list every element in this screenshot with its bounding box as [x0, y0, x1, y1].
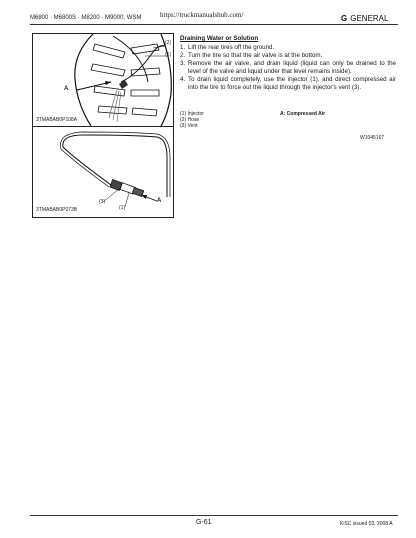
legend-row	[180, 123, 396, 129]
callout-a: A	[64, 86, 69, 92]
section-title: Draining Water or Solution	[180, 35, 259, 42]
footer-divider	[30, 515, 398, 516]
parts-legend	[180, 111, 396, 129]
legend-key: (1) Injector	[180, 111, 204, 117]
step-item	[180, 44, 396, 52]
issue-note: KiSC issued 03, 2008 A	[340, 521, 393, 527]
figure-id: 3TMABAB0P108A	[36, 117, 78, 123]
step-text: Remove the air valve, and drain liquid (liquid can only be drained to the level of the valve and liquid under that level remains inside).	[188, 60, 396, 76]
legend-key: (3) Vent	[180, 123, 198, 129]
step-number: 2.	[180, 52, 186, 60]
callout-1: (1)	[165, 52, 172, 58]
reference-code: W1045167	[360, 135, 385, 141]
step-number: 1.	[180, 44, 186, 51]
header-divider	[30, 24, 398, 25]
step-text: Lift the rear tires off the ground.	[188, 44, 275, 51]
page-number: G-61	[196, 519, 212, 526]
section-letter: G	[341, 14, 348, 23]
section-name: GENERAL	[350, 14, 389, 23]
tire-illustration	[33, 34, 173, 126]
steps-list	[180, 44, 396, 93]
callout-1: (1)	[119, 205, 126, 211]
figure-injector	[32, 126, 174, 218]
callout-2: (2)	[165, 40, 172, 46]
header-models: M6800 · M6800S · M8200 · M9000, WSM	[30, 15, 142, 21]
legend-value: A: Compressed Air	[280, 111, 326, 117]
step-item	[180, 52, 396, 60]
figure-id: 3TMABAB0P073B	[36, 207, 78, 213]
callout-a: A	[157, 198, 162, 204]
legend-key: (2) Hose	[180, 117, 200, 123]
callout-3: (3)	[99, 199, 106, 205]
step-number: 4.	[180, 76, 186, 84]
header-section	[341, 14, 388, 23]
step-item	[180, 76, 396, 92]
step-item	[180, 60, 396, 76]
figure-tire-drain	[32, 33, 174, 127]
step-text: To drain liquid completely, use the injector (1), and direct compressed air into the tire to force out the liquid through the injector's vent (3).	[188, 76, 396, 92]
step-number: 3.	[180, 60, 186, 68]
header-url[interactable]: https://truckmanualshub.com/	[160, 11, 244, 19]
step-text: Turn the tire so that the air valve is at the bottom.	[188, 52, 323, 60]
